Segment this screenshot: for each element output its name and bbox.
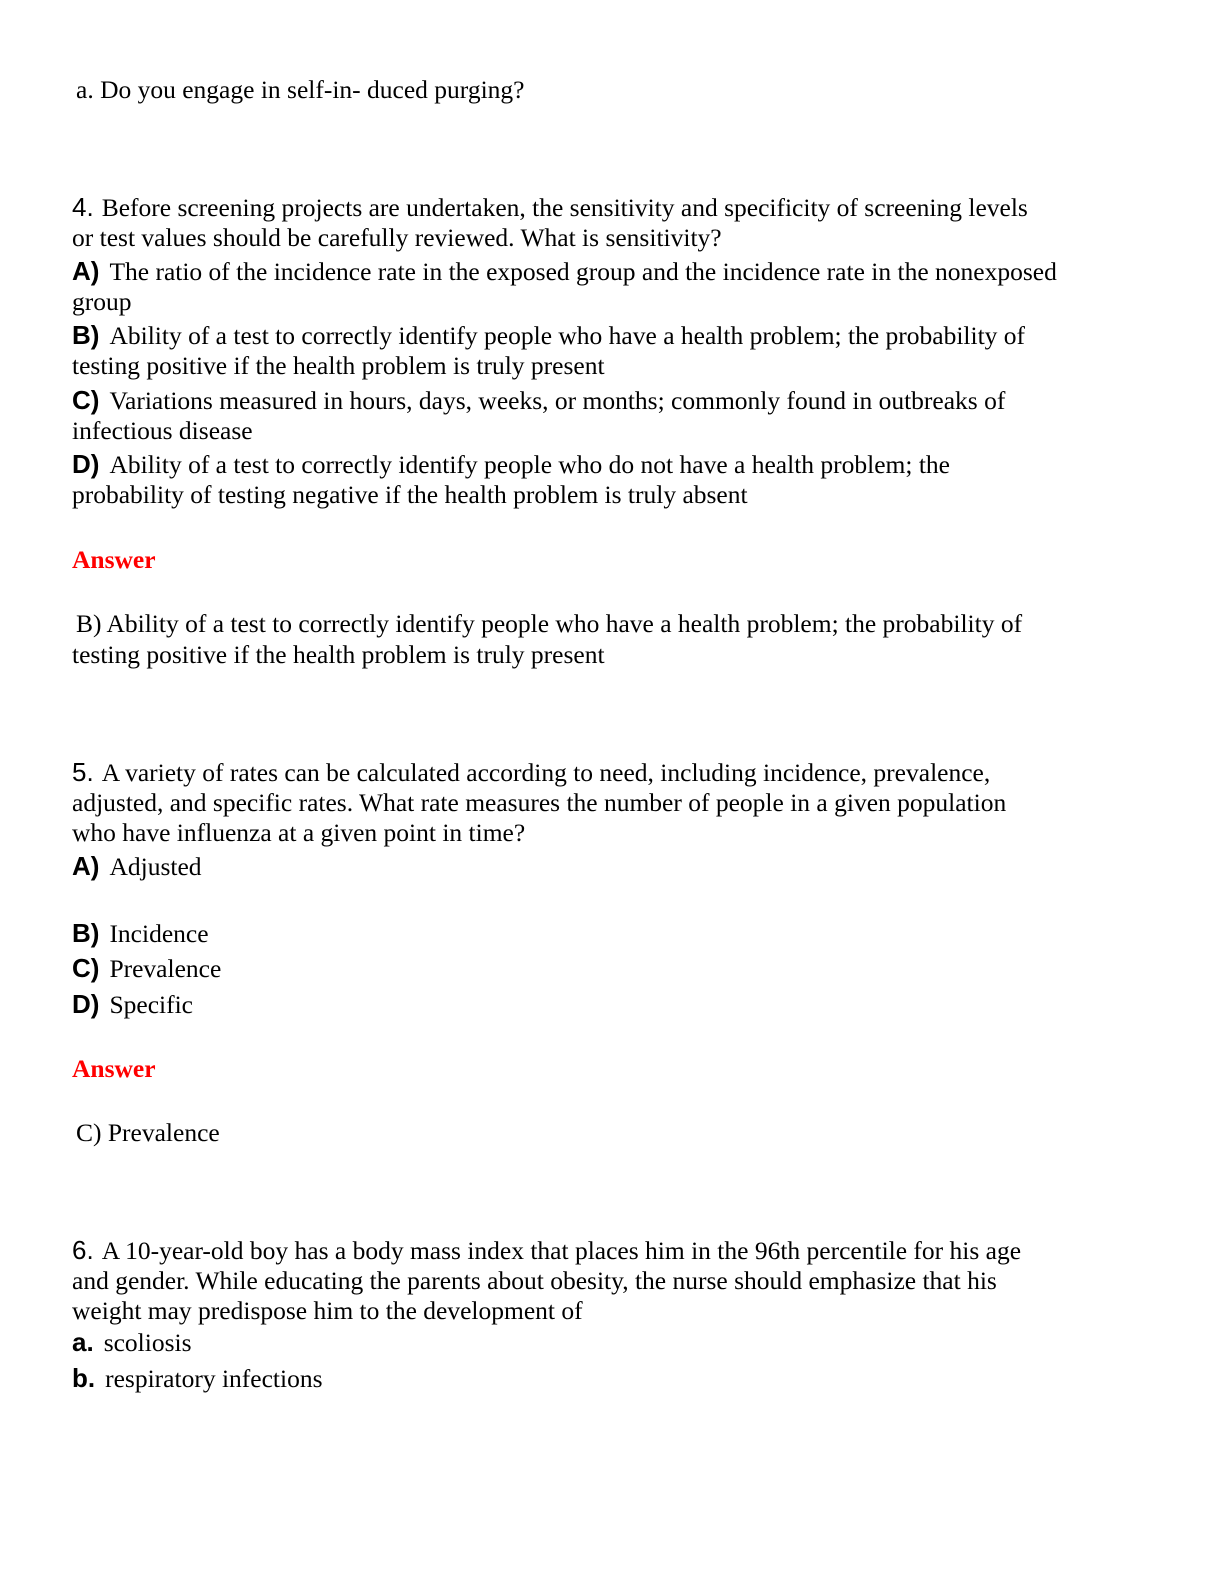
q6-option-b-label: b. [72,1363,96,1393]
q5-stem-line2: adjusted, and specific rates. What rate measures the number of people in a given population [72,788,1007,817]
q6-number: 6. [72,1235,94,1265]
q4-answer-line1: B) Ability of a test to correctly identify people who have a health problem; the probability of [76,609,1023,638]
q6-stem-text1: A 10-year-old boy has a body mass index that places him in the 96th percentile for his age [101,1236,1022,1265]
q5-option-b-label: B) [72,918,100,948]
q5-option-c-text: Prevalence [109,954,222,983]
q4-stem-text1: Before screening projects are undertaken, the sensitivity and specificity of screening levels [101,193,1028,222]
q4-option-c-line2: infectious disease [72,416,253,445]
q5-stem-line1 [72,757,990,788]
q5-option-b-text: Incidence [109,919,209,948]
q4-number: 4. [72,192,94,222]
q6-option-b-text: respiratory infections [105,1364,323,1393]
q4-option-d [72,449,950,480]
q4-option-a-text1: The ratio of the incidence rate in the exposed group and the incidence rate in the nonexposed [109,257,1057,286]
q4-option-a-line2: group [72,287,132,316]
q5-option-d-label: D) [72,989,100,1019]
q5-stem-text1: A variety of rates can be calculated according to need, including incidence, prevalence, [101,758,991,787]
q6-option-a-text: scoliosis [103,1328,192,1357]
q4-option-d-line2: probability of testing negative if the health problem is truly absent [72,480,748,509]
q6-stem-line2: and gender. While educating the parents about obesity, the nurse should emphasize that his [72,1266,997,1295]
q5-stem-line3: who have influenza at a given point in time? [72,818,526,847]
q4-option-a [72,256,1057,287]
q5-option-d-text: Specific [109,990,193,1019]
q4-stem-line1 [72,192,1028,223]
q5-option-c-label: C) [72,953,100,983]
q4-stem-line2: or test values should be carefully reviewed. What is sensitivity? [72,223,722,252]
q4-option-c-label: C) [72,385,100,415]
q4-option-c-text1: Variations measured in hours, days, weeks, or months; commonly found in outbreaks of [109,386,1006,415]
q4-option-b [72,320,1025,351]
carryover-question-fragment: a. Do you engage in self-in- duced purging? [76,75,525,104]
q6-option-a [72,1327,192,1358]
q5-number: 5. [72,757,94,787]
q5-option-a [72,851,202,882]
q5-option-a-label: A) [72,851,100,881]
q4-option-d-text1: Ability of a test to correctly identify people who do not have a health problem; the [109,450,950,479]
q6-stem-line1 [72,1235,1021,1266]
q4-option-a-label: A) [72,256,100,286]
q5-answer-text: C) Prevalence [76,1118,220,1147]
q4-answer-heading: Answer [72,545,156,574]
q5-answer-heading: Answer [72,1054,156,1083]
q4-option-b-label: B) [72,320,100,350]
q4-option-d-label: D) [72,449,100,479]
q5-option-a-text: Adjusted [109,852,202,881]
q4-option-b-text1: Ability of a test to correctly identify people who have a health problem; the probability of [109,321,1026,350]
q6-option-b [72,1363,323,1394]
q4-option-c [72,385,1005,416]
q6-stem-line3: weight may predispose him to the development of [72,1296,583,1325]
q5-option-b [72,918,209,949]
q4-option-b-line2: testing positive if the health problem is truly present [72,351,605,380]
q4-answer-line2: testing positive if the health problem is truly present [72,640,605,669]
q5-option-d [72,989,193,1020]
q6-option-a-label: a. [72,1327,94,1357]
q5-option-c [72,953,221,984]
